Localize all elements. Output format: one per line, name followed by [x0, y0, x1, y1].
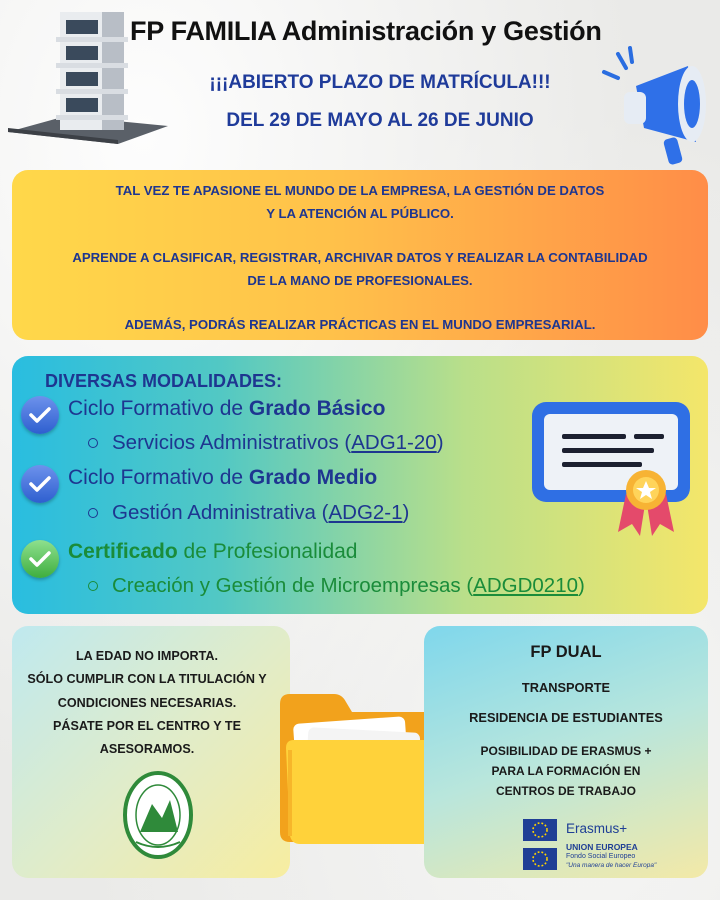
eu-flag-icon [523, 819, 557, 841]
left-info-line: ASESORAMOS. [99, 742, 195, 756]
enrollment-open-text: ¡¡¡ABIERTO PLAZO DE MATRÍCULA!!! [209, 72, 551, 93]
intro-line: APRENDE A CLASIFICAR, REGISTRAR, ARCHIVAR DATOS Y REALIZAR LA CONTABILIDAD [72, 250, 648, 265]
course-name: Servicios Administrativos ( [112, 431, 352, 454]
modalities-heading: DIVERSAS MODALIDADES: [45, 371, 283, 391]
benefit-item: PARA LA FORMACIÓN EN [491, 764, 641, 778]
intro-line: Y LA ATENCIÓN AL PÚBLICO. [266, 206, 454, 221]
modality-grado-basico [68, 397, 385, 421]
check-icon [21, 465, 59, 503]
left-info-line: LA EDAD NO IMPORTA. [75, 649, 219, 663]
course-code-link[interactable]: ADG2-1 [328, 501, 403, 524]
school-logo [122, 770, 194, 860]
page-title: FP FAMILIA Administración y Gestión [130, 16, 602, 46]
left-info-line: CONDICIONES NECESARIAS. [57, 696, 237, 710]
course-servicios-administrativos: Servicios Administrativos (ADG1-20) [112, 431, 444, 455]
benefit-item: POSIBILIDAD DE ERASMUS + [480, 744, 652, 758]
left-info-line: SÓLO CUMPLIR CON LA TITULACIÓN Y [27, 672, 267, 686]
enrollment-dates: DEL 29 DE MAYO AL 26 DE JUNIO [226, 110, 534, 131]
modality-level: Grado Básico [248, 397, 386, 420]
erasmus-label: Erasmus+ [566, 821, 628, 836]
check-icon [21, 396, 59, 434]
intro-panel [12, 170, 708, 340]
benefit-item: TRANSPORTE [521, 680, 611, 695]
modality-certificado [68, 540, 357, 564]
fp-dual-title: FP DUAL [530, 643, 602, 661]
eu-fund-label: Fondo Social Europeo [566, 853, 636, 860]
course-name: Creación y Gestión de Microempresas ( [112, 574, 474, 597]
modality-suffix: de Profesionalidad [177, 540, 358, 563]
course-code-link[interactable]: ADG1-20 [351, 431, 437, 454]
intro-line: DE LA MANO DE PROFESIONALES. [247, 273, 473, 288]
eu-flag-icon [523, 848, 557, 870]
course-name: Gestión Administrativa ( [112, 501, 329, 524]
modality-grado-medio [68, 466, 377, 490]
modality-prefix: Ciclo Formativo de [68, 397, 249, 420]
course-gestion-administrativa: Gestión Administrativa (ADG2-1) [112, 501, 409, 525]
left-info-line: PÁSATE POR EL CENTRO Y TE [52, 719, 241, 733]
course-microempresas: Creación y Gestión de Microempresas (ADGD0210) [112, 574, 585, 598]
benefit-item: CENTROS DE TRABAJO [495, 784, 636, 798]
modality-prefix: Ciclo Formativo de [68, 466, 249, 489]
check-icon [21, 540, 59, 578]
intro-line: TAL VEZ TE APASIONE EL MUNDO DE LA EMPRESA, LA GESTIÓN DE DATOS [115, 183, 605, 198]
certificate-icon [526, 398, 696, 540]
course-code-link[interactable]: ADGD0210 [473, 574, 579, 597]
intro-line: ADEMÁS, PODRÁS REALIZAR PRÁCTICAS EN EL MUNDO EMPRESARIAL. [124, 317, 596, 332]
benefit-item: RESIDENCIA DE ESTUDIANTES [469, 710, 663, 725]
modality-level: Certificado [68, 540, 178, 563]
eu-motto: "Una manera de hacer Europa" [566, 862, 657, 869]
eu-label: UNION EUROPEA [566, 842, 638, 852]
modality-level: Grado Medio [248, 466, 378, 489]
megaphone-icon [596, 46, 720, 170]
